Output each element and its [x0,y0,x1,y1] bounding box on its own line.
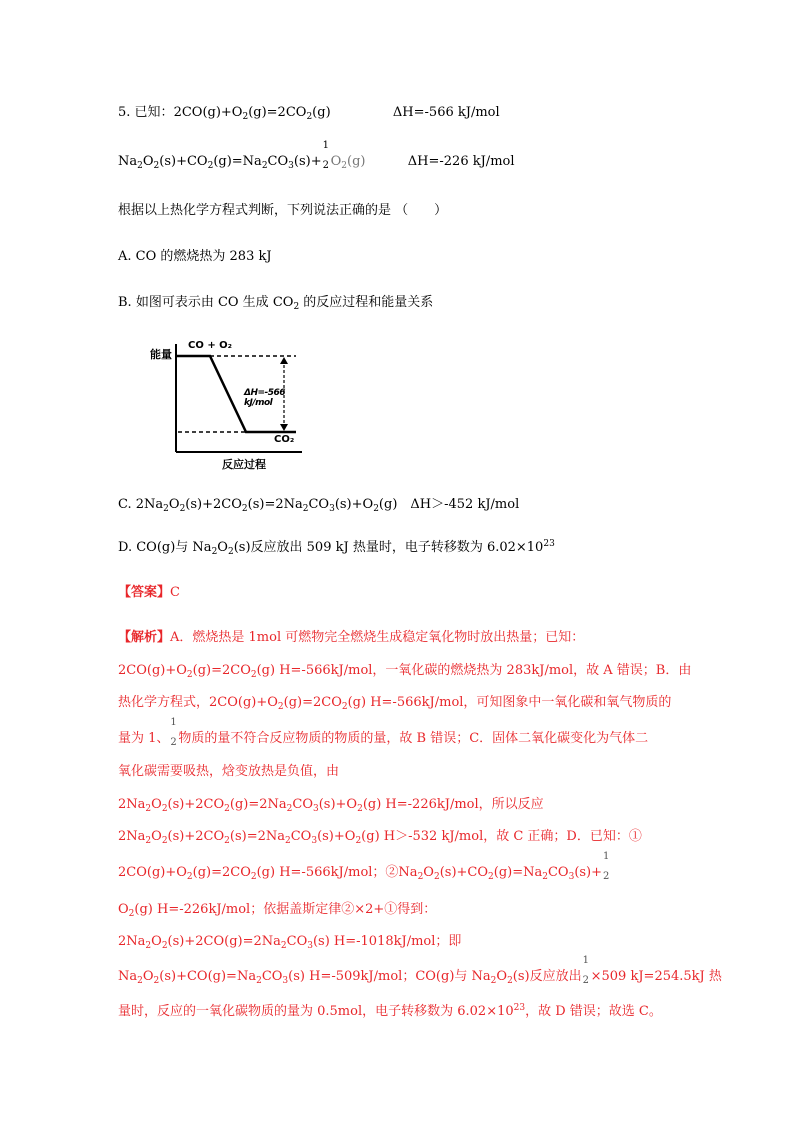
given-label: 已知： [134,105,174,120]
analysis-line-3: 热化学方程式，$2CO(g)+O_2(g)=2CO_2(g)$ H=-566kJ/mol，可知图象中一氧化碳和氧气物质的 [118,695,672,712]
equation-2-enthalpy: ΔH=-226 kJ/mol [407,154,515,169]
analysis-line-9: $O_2(g)$ H=-226kJ/mol；依据盖斯定律②×2+①得到： [118,902,437,919]
analysis-line-5: 氧化碳需要吸热，焓变放热是负值，由 [118,764,340,779]
option-a: A. CO 的燃烧热为 283 kJ [118,249,272,264]
option-b: B. 如图可表示由 CO 生成 $CO_2$ 的反应过程和能量关系 [118,295,434,312]
question-number: 5. [118,105,131,120]
analysis-tag: 【解析】 [118,630,171,645]
analysis-line-10: $2Na_2O_2(s)+2CO(g)=2Na_2CO_3(s)$ H=-1018kJ/mol；即 [118,934,462,951]
answer-line [118,586,180,599]
analysis-line-8: $2CO(g)+O_2(g)=2CO_2(g)$ H=-566kJ/mol；$②Na_2O_2(s)+CO_2(g)=Na_2CO_3(s)+$ 1 2 [118,851,610,882]
analysis-line-1: 【解析】A．燃烧热是 1mol 可燃物完全燃烧生成稳定氧化物时放出热量；已知： [118,630,585,645]
analysis-line-7: $2Na_2O_2(s)+2CO_2(s)=2Na_2CO_3(s)+O_2(g)$ H＞-532 kJ/mol，故 C 正确；D．已知：① [118,829,642,846]
equation-1-enthalpy: ΔH=-566 kJ/mol [392,105,500,120]
fraction-half: 1 2 [322,140,329,171]
answer-value: C [170,585,180,600]
option-d: D. CO(g)与 $Na_2O_2(s)$反应放出 509 kJ 热量时，电子转移数为 $6.02\times 10^{23}$ [118,539,555,557]
analysis-line-6: $2Na_2O_2(s)+2CO_2(g)=2Na_2CO_3(s)+O_2(g)$ H=-226kJ/mol，所以反应 [118,797,544,814]
question-stem: 根据以上热化学方程式判断，下列说法正确的是 （ ） [118,203,448,218]
equation-1: $2CO(g)+O_2(g)=2CO_2(g)$ [173,105,331,122]
analysis-line-11: $Na_2O_2(s)+CO(g)=Na_2CO_3(s)$ H=-509kJ/mol；CO(g)与 $Na_2O_2(s)$反应放出 1 2 ×509 kJ=254.5kJ 热 [118,955,722,986]
diagram-xlabel: 反应过程 [222,458,266,471]
diagram-ylabel: 能量 [150,348,172,361]
arrow-head-up [280,357,288,364]
diagram-dh-label: ΔH=-566 kJ/mol [244,388,286,408]
arrow-head-down [280,424,288,431]
analysis-line-12: 量时，反应的一氧化碳物质的量为 0.5mol，电子转移数为 $6.02\times 10^{23}$，故 D 错误；故选 C。 [118,1003,662,1019]
diagram-top-label: CO + O₂ [188,340,233,351]
option-c: C. $2Na_2O_2(s)+2CO_2(s)=2Na_2CO_3(s)+O_2(g)$ ΔH＞-452 kJ/mol [118,497,520,514]
equation-2: $Na_2O_2(s)+CO_2(g)=Na_2CO_3(s)+$ 1 2 $O_2(g)$ [118,140,366,171]
question-line-1 [118,105,500,122]
energy-diagram [150,336,308,472]
diagram-bottom-label: CO₂ [274,434,295,445]
analysis-line-2: $2CO(g)+O_2(g)=2CO_2(g)$ H=-566kJ/mol，一氧化碳的燃烧热为 283kJ/mol，故 A 错误；B．由 [118,663,692,680]
answer-tag: 【答案】 [118,585,171,600]
question-line-2 [118,140,515,171]
analysis-line-4: 量为 1、 1 2 物质的量不符合反应物质的物质的量，故 B 错误；C．固体二氧化碳变化为气体二 [118,717,649,748]
